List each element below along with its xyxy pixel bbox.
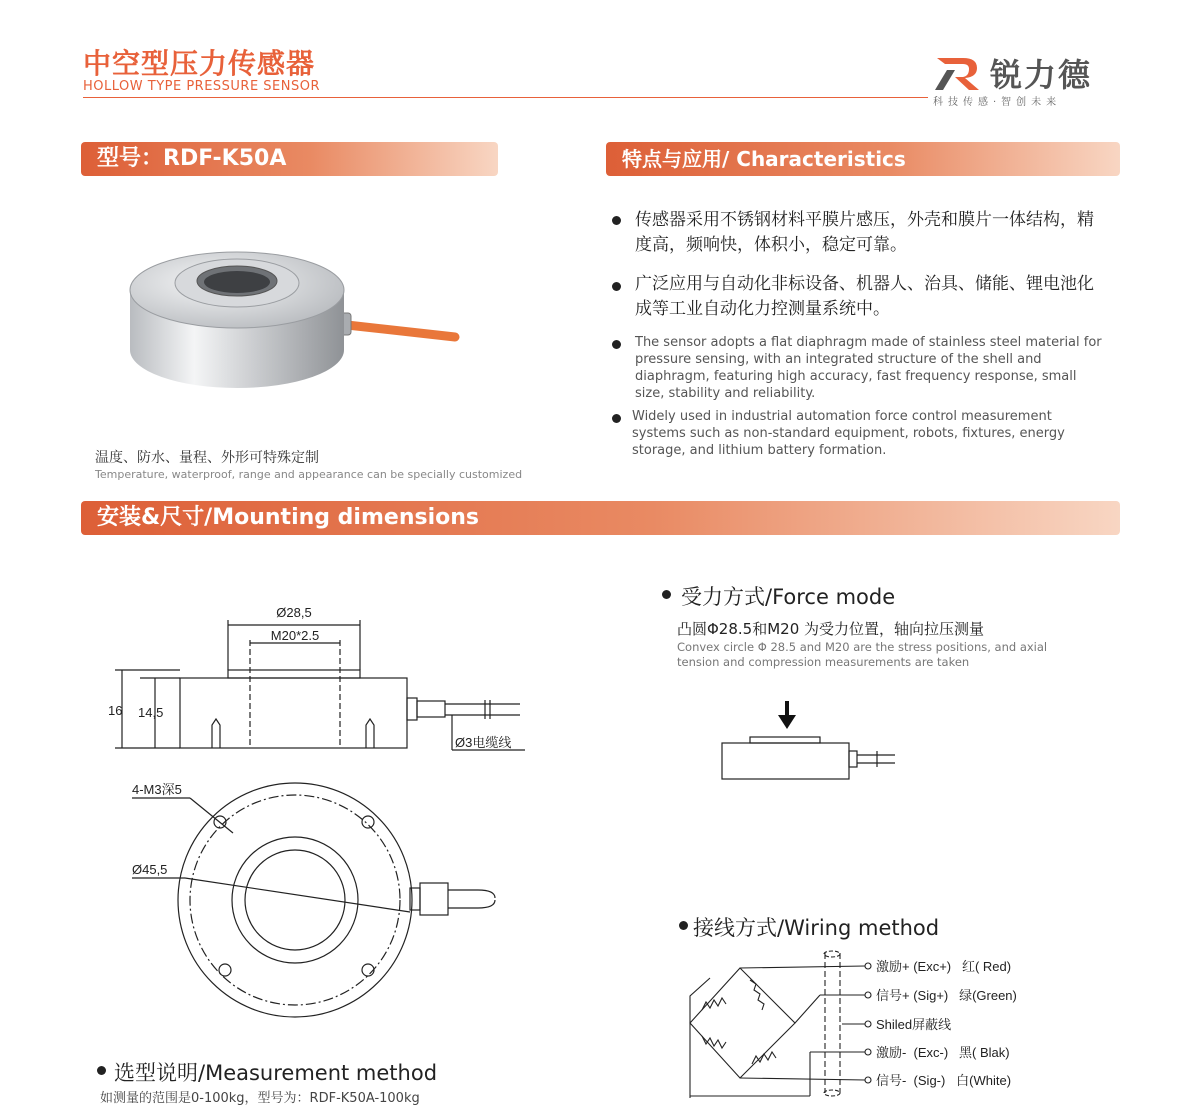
dim-thread: M20*2.5 [270,628,320,643]
feature-cn-2: 广泛应用与自动化非标设备、机器人、治具、储能、锂电池化成等工业自动化力控测量系统中。 [635,274,1094,319]
product-photo [115,225,475,400]
brand-logo-icon [933,50,987,92]
measurement-text: 如测量的范围是0-100kg，型号为：RDF-K50A-100kg [100,1091,420,1106]
page-subtitle: HOLLOW TYPE PRESSURE SENSOR [83,79,321,94]
dim-outer-diameter: Ø45,5 [132,862,168,877]
bullet-icon [612,340,621,349]
wire-exc-plus: 激励+ (Exc+) 红( Red) [876,959,1012,974]
bullet-icon [612,282,621,291]
force-mode-desc-cn: 凸圆Φ28.5和M20 为受力位置，轴向拉压测量 [677,620,985,638]
measurement-heading: 选型说明/Measurement method [114,1061,438,1085]
feature-cn-1: 传感器采用不锈钢材料平膜片感压，外壳和膜片一体结构，精度高，频响快，体积小，稳定可靠。 [635,210,1094,255]
dim-height-total: 16 [108,703,123,718]
side-view-drawing [100,595,540,765]
characteristics-section-bar: 特点与应用/ Characteristics [606,142,1120,176]
custom-note-cn: 温度、防水、量程、外形可特殊定制 [95,450,319,466]
wiring-diagram [680,948,1040,1098]
page-title: 中空型压力传感器 [83,47,316,80]
bullet-icon [612,414,621,423]
down-arrow-icon [778,701,796,729]
top-view-drawing [100,770,540,1050]
wire-exc-minus: 激励- (Exc-) 黑( Blak) [876,1045,1010,1060]
bullet-icon [612,216,621,225]
feature-en-1: The sensor adopts a flat diaphragm made of stainless steel material for pressure sensing, with an integrated structure of the shell and diaphragm, featuring high accuracy, fast frequency response, small size, stability and reliability. [635,335,1102,401]
model-section-bar: 型号：RDF-K50A [81,142,498,176]
wire-sig-plus: 信号+ (Sig+) 绿(Green) [876,988,1017,1003]
custom-note-en: Temperature, waterproof, range and appearance can be specially customized [95,468,523,481]
wire-shield: Shiled屏蔽线 [876,1017,952,1032]
wiring-heading: 接线方式/Wiring method [693,916,940,940]
brand-slogan: 科技传感·智创未来 [933,97,1062,108]
force-mode-diagram [715,695,905,785]
dim-top-diameter: Ø28,5 [276,605,312,620]
dim-holes: 4-M3深5 [132,782,182,797]
header-divider [83,97,928,98]
bullet-icon [679,921,688,930]
feature-en-2: Widely used in industrial automation force control measurement systems such as non-standard equipment, robots, fixtures, energy storage, and lithium battery formation. [632,409,1065,458]
bullet-icon [97,1066,106,1075]
force-mode-desc-en: Convex circle Φ 28.5 and M20 are the stress positions, and axial tension and compression measurements are taken [677,640,1048,669]
mounting-section-bar: 安装&尺寸/Mounting dimensions [81,501,1120,535]
brand-name: 锐力德 [990,56,1093,94]
dim-height-body: 14,5 [138,705,164,720]
force-mode-heading: 受力方式/Force mode [681,585,896,609]
bullet-icon [662,590,671,599]
wire-sig-minus: 信号- (Sig-) 白(White) [876,1073,1012,1088]
dim-cable: Ø3电缆线 [455,735,512,750]
